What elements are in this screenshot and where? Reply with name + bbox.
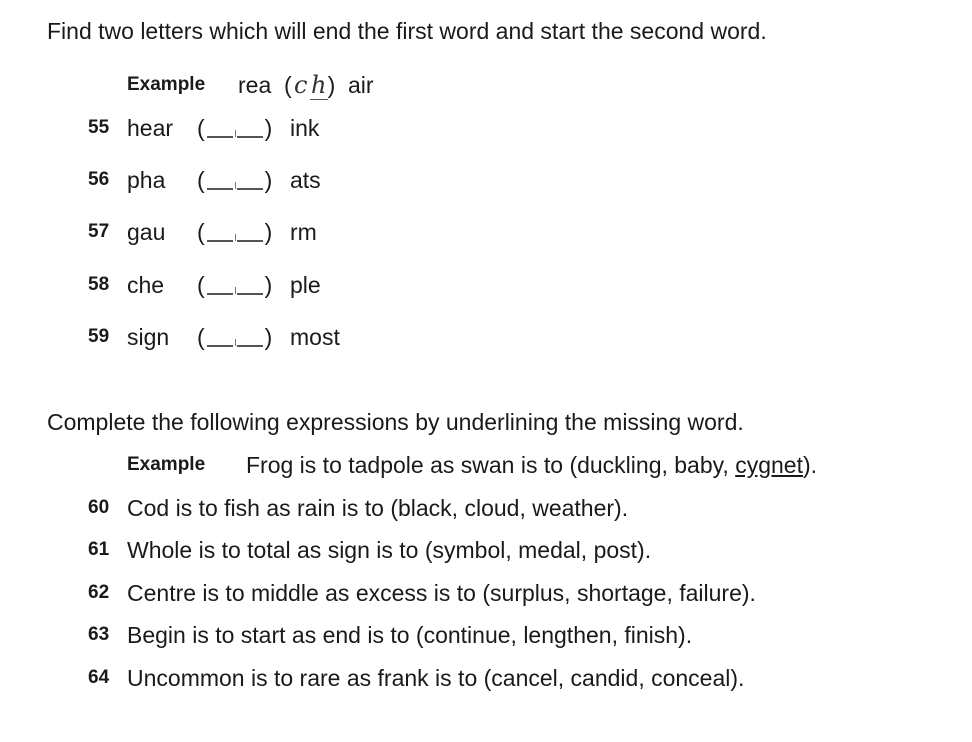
question-number: 61 <box>88 539 110 560</box>
section1-instruction: Find two letters which will end the first word and start the second word. <box>47 18 767 44</box>
letter-blank-2[interactable] <box>237 345 263 347</box>
open-paren: ( <box>197 166 205 193</box>
example-word2: air <box>348 71 374 98</box>
open-paren: ( <box>197 114 205 141</box>
example-letter1: c <box>293 71 308 99</box>
letter-blank-1[interactable] <box>207 136 233 138</box>
example-row-2 <box>0 450 972 480</box>
letter-blank-1[interactable] <box>207 240 233 242</box>
question-word2: ats <box>290 166 321 193</box>
close-paren: ) <box>264 323 273 350</box>
question-number: 56 <box>88 169 110 190</box>
question-text[interactable]: Centre is to middle as excess is to (surplus, shortage, failure). <box>127 579 756 606</box>
letter-blank-2[interactable] <box>237 240 263 242</box>
question-word1: gau <box>127 218 166 245</box>
open-paren: ( <box>197 323 205 350</box>
open-paren: ( <box>197 271 205 298</box>
letter-blank-1[interactable] <box>207 345 233 347</box>
question-text[interactable]: Uncommon is to rare as frank is to (cancel, candid, conceal). <box>127 664 745 691</box>
question-number: 60 <box>88 497 110 518</box>
question-row-64 <box>0 663 972 693</box>
example-word1: rea <box>238 71 272 98</box>
example-answer-group <box>284 71 335 100</box>
example-prefix: Frog is to tadpole as swan is to (duckling, baby, <box>246 451 736 478</box>
question-number: 55 <box>88 117 110 138</box>
question-number: 58 <box>88 274 110 295</box>
example-sentence <box>246 452 817 479</box>
question-word2: most <box>290 323 340 350</box>
question-word1: pha <box>127 166 166 193</box>
question-text[interactable]: Cod is to fish as rain is to (black, cloud, weather). <box>127 494 629 521</box>
question-row-59 <box>0 322 972 352</box>
question-row-57 <box>0 217 972 247</box>
question-number: 62 <box>88 582 110 603</box>
question-word1: sign <box>127 323 170 350</box>
example-letter2: h <box>310 70 327 99</box>
question-word1: che <box>127 271 165 298</box>
question-word2: ink <box>290 114 320 141</box>
answer-blanks <box>197 219 272 246</box>
answer-blanks <box>197 167 272 194</box>
question-number: 59 <box>88 326 110 347</box>
letter-blank-1[interactable] <box>207 293 233 295</box>
answer-blanks <box>197 272 272 299</box>
question-row-60 <box>0 493 972 523</box>
question-number: 63 <box>88 624 110 645</box>
close-paren: ) <box>264 271 273 298</box>
question-number: 57 <box>88 221 110 242</box>
question-word2: ple <box>290 271 321 298</box>
example-open-paren: ( <box>284 71 292 98</box>
example-label: Example <box>127 74 206 95</box>
example-row-1 <box>0 70 972 100</box>
question-row-58 <box>0 270 972 300</box>
letter-blank-1[interactable] <box>207 188 233 190</box>
example-suffix: ). <box>802 451 818 478</box>
answer-blanks <box>197 115 272 142</box>
letter-blank-2[interactable] <box>237 293 263 295</box>
example-close-paren: ) <box>327 71 336 98</box>
question-row-62 <box>0 578 972 608</box>
question-word1: hear <box>127 114 174 141</box>
section2-instruction: Complete the following expressions by underlining the missing word. <box>47 409 744 435</box>
open-paren: ( <box>197 218 205 245</box>
question-text[interactable]: Whole is to total as sign is to (symbol, medal, post). <box>127 536 652 563</box>
question-row-63 <box>0 620 972 650</box>
question-word2: rm <box>290 218 317 245</box>
question-row-56 <box>0 165 972 195</box>
example-answer: cygnet <box>735 451 803 478</box>
question-number: 64 <box>88 667 110 688</box>
question-text[interactable]: Begin is to start as end is to (continue, lengthen, finish). <box>127 621 693 648</box>
close-paren: ) <box>264 218 273 245</box>
close-paren: ) <box>264 166 273 193</box>
question-row-55 <box>0 113 972 143</box>
letter-blank-2[interactable] <box>237 136 263 138</box>
letter-blank-2[interactable] <box>237 188 263 190</box>
answer-blanks <box>197 324 272 351</box>
close-paren: ) <box>264 114 273 141</box>
question-row-61 <box>0 535 972 565</box>
example-label: Example <box>127 454 206 475</box>
